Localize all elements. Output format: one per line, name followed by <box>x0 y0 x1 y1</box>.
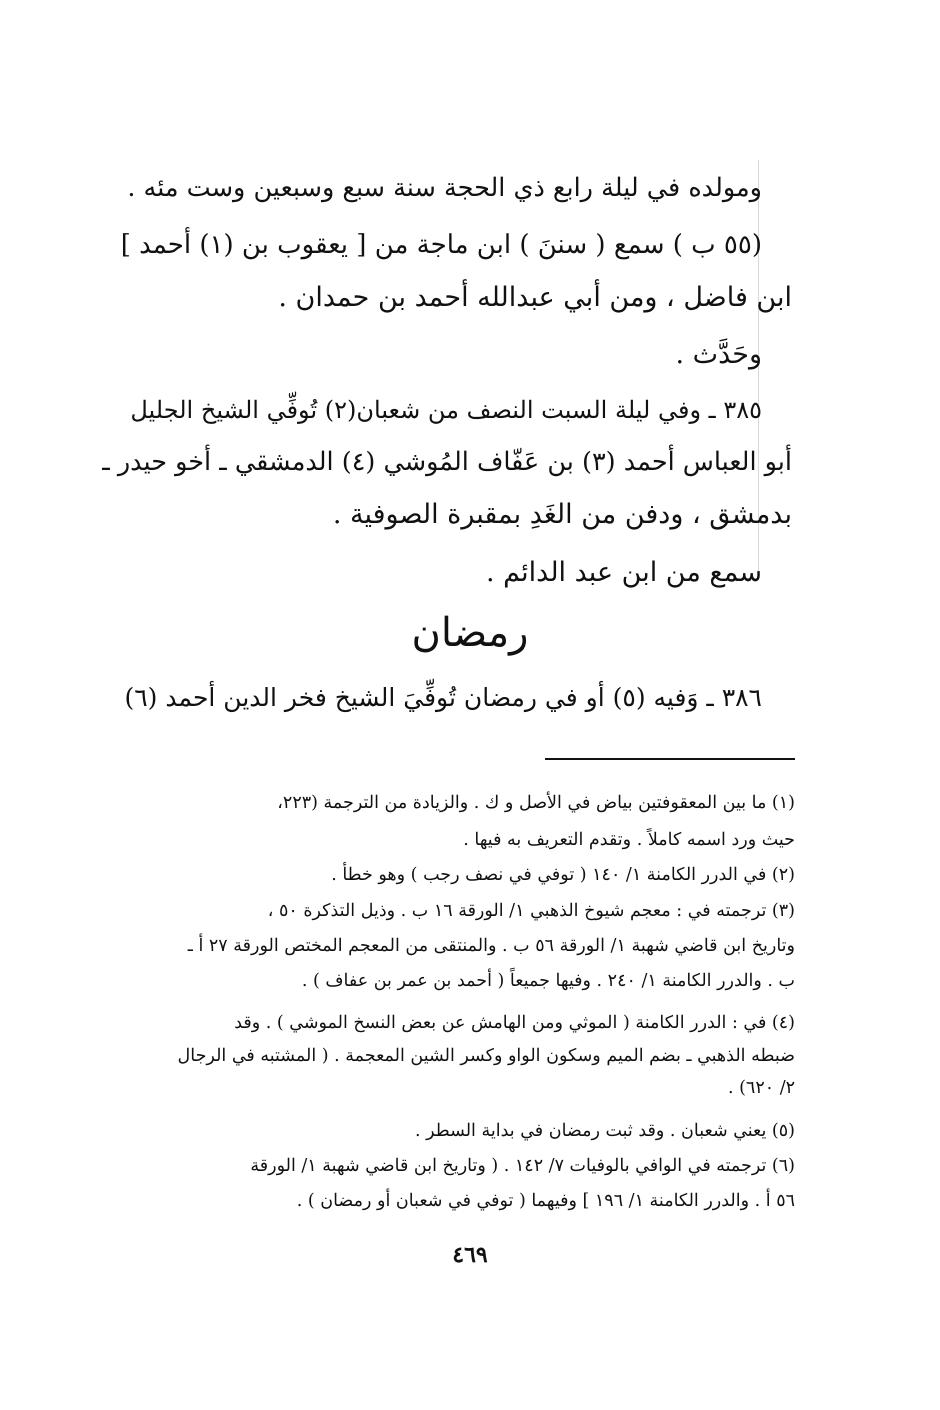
footnote-line-3: (٢) في الدرر الكامنة ١/ ١٤٠ ( توفي في نصف رجب ) وهو خطأ . <box>331 865 795 885</box>
footnote-line-4: (٣) ترجمته في : معجم شيوخ الذهبي ١/ الورقة ١٦ ب . وذيل التذكرة ٥٠ ، <box>267 901 795 921</box>
footnote-line-10: (٥) يعني شعبان . وقد ثبت رمضان في بداية السطر . <box>414 1121 795 1141</box>
footnote-line-12: ٥٦ أ . والدرر الكامنة ١/ ١٩٦ ] وفيهما ( توفي في شعبان أو رمضان ) . <box>296 1191 795 1211</box>
body-line-4: وحَدَّث . <box>675 339 762 370</box>
body-line-3: ابن فاضل ، ومن أبي عبدالله أحمد بن حمدان . <box>278 282 792 313</box>
footnote-line-7: (٤) في : الدرر الكامنة ( الموثي ومن الهامش عن بعض النسخ الموشي ) . وقد <box>234 1013 795 1033</box>
body-line-1: ومولده في ليلة رابع ذي الحجة سنة سبع وسبعين وست مئه . <box>127 173 762 203</box>
entry-386-line-1: ٣٨٦ ـ وَفيه (٥) أو في رمضان تُوفِّيَ الشيخ فخر الدين أحمد (٦) <box>124 683 762 712</box>
footnote-separator <box>545 758 795 760</box>
footnote-line-6: ب . والدرر الكامنة ١/ ٢٤٠ . وفيها جميعاً ( أحمد بن عمر بن عفاف ) . <box>301 971 795 991</box>
footnote-line-1: (١) ما بين المعقوفتين بياض في الأصل و ك . والزيادة من الترجمة (٢٢٣، <box>277 793 795 813</box>
month-heading: رمضان <box>411 610 529 656</box>
footnote-line-5: وتاريخ ابن قاضي شهبة ١/ الورقة ٥٦ ب . والمنتقى من المعجم المختص الورقة ٢٧ أ ـ <box>187 936 795 956</box>
footnote-line-2: حيث ورد اسمه كاملاً . وتقدم التعريف به فيها . <box>463 830 795 850</box>
footnote-line-9: ٢/ ٦٢٠) . <box>727 1078 795 1098</box>
page-number: ٤٦٩ <box>452 1242 488 1268</box>
footnote-line-11: (٦) ترجمته في الوافي بالوفيات ٧/ ١٤٢ . ( وتاريخ ابن قاضي شهبة ١/ الورقة <box>250 1156 795 1176</box>
entry-385-line-4: سمع من ابن عبد الدائم . <box>486 557 762 588</box>
footnote-line-8: ضبطه الذهبي ـ بضم الميم وسكون الواو وكسر الشين المعجمة . ( المشتبه في الرجال <box>177 1046 795 1066</box>
entry-385-line-3: بدمشق ، ودفن من الغَدِ بمقبرة الصوفية . <box>332 499 792 530</box>
entry-385-line-2: أبو العباس أحمد (٣) بن عَفّاف المُوشي (٤) الدمشقي ـ أخو حيدر ـ <box>102 447 792 477</box>
entry-385-line-1: ٣٨٥ ـ وفي ليلة السبت النصف من شعبان(٢) تُوفِّي الشيخ الجليل <box>130 396 762 424</box>
body-line-2: (٥٥ ب ) سمع ( سننَ ) ابن ماجة من [ يعقوب بن (١) أحمد ] <box>120 230 762 260</box>
